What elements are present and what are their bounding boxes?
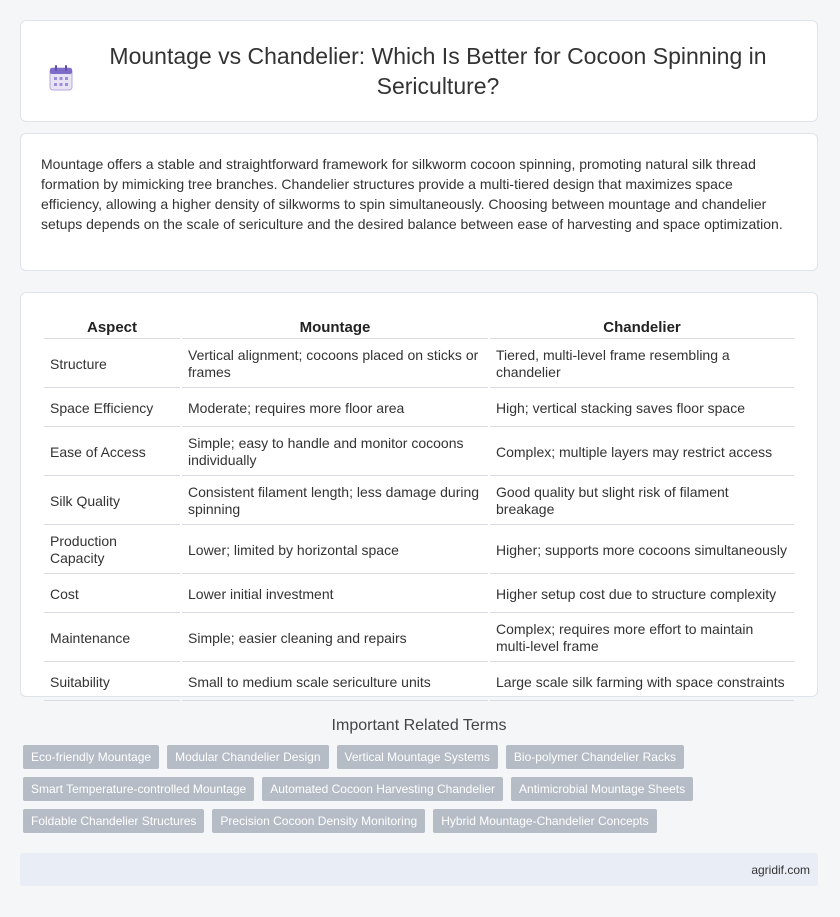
related-tag[interactable]: Vertical Mountage Systems bbox=[337, 745, 498, 769]
cell-mountage: Simple; easier cleaning and repairs bbox=[182, 615, 488, 662]
table-row bbox=[44, 429, 794, 476]
related-tag[interactable]: Antimicrobial Mountage Sheets bbox=[511, 777, 693, 801]
related-tag[interactable]: Foldable Chandelier Structures bbox=[23, 809, 204, 833]
related-tag[interactable]: Eco-friendly Mountage bbox=[23, 745, 159, 769]
table-row bbox=[44, 390, 794, 427]
cell-mountage: Consistent filament length; less damage during spinning bbox=[182, 478, 488, 525]
table-row bbox=[44, 576, 794, 613]
related-tag[interactable]: Precision Cocoon Density Monitoring bbox=[212, 809, 425, 833]
cell-mountage: Simple; easy to handle and monitor cocoons individually bbox=[182, 429, 488, 476]
cell-aspect: Structure bbox=[44, 341, 180, 388]
table-header-row bbox=[44, 315, 794, 339]
cell-chandelier: Tiered, multi-level frame resembling a chandelier bbox=[490, 341, 794, 388]
page-title: Mountage vs Chandelier: Which Is Better for Cocoon Spinning in Sericulture? bbox=[109, 43, 767, 99]
table-row bbox=[44, 341, 794, 388]
header-mountage: Mountage bbox=[182, 315, 488, 339]
cell-mountage: Moderate; requires more floor area bbox=[182, 390, 488, 427]
related-terms-title: Important Related Terms bbox=[331, 717, 507, 734]
cell-mountage: Lower initial investment bbox=[182, 576, 488, 613]
cell-chandelier: Higher; supports more cocoons simultaneously bbox=[490, 527, 794, 574]
cell-mountage: Small to medium scale sericulture units bbox=[182, 664, 488, 701]
table-row bbox=[44, 664, 794, 701]
cell-aspect: Cost bbox=[44, 576, 180, 613]
cell-chandelier: Higher setup cost due to structure complexity bbox=[490, 576, 794, 613]
cell-chandelier: Complex; requires more effort to maintain multi-level frame bbox=[490, 615, 794, 662]
footer bbox=[20, 853, 818, 886]
title-card bbox=[20, 20, 818, 122]
cell-mountage: Lower; limited by horizontal space bbox=[182, 527, 488, 574]
cell-aspect: Maintenance bbox=[44, 615, 180, 662]
table-row bbox=[44, 478, 794, 525]
header-aspect: Aspect bbox=[44, 315, 180, 339]
cell-chandelier: Complex; multiple layers may restrict access bbox=[490, 429, 794, 476]
cell-aspect: Silk Quality bbox=[44, 478, 180, 525]
cell-chandelier: High; vertical stacking saves floor space bbox=[490, 390, 794, 427]
related-tag[interactable]: Hybrid Mountage-Chandelier Concepts bbox=[433, 809, 656, 833]
header-chandelier: Chandelier bbox=[490, 315, 794, 339]
table-row bbox=[44, 527, 794, 574]
comparison-table bbox=[42, 313, 796, 703]
table-row bbox=[44, 615, 794, 662]
cell-aspect: Production Capacity bbox=[44, 527, 180, 574]
cell-aspect: Suitability bbox=[44, 664, 180, 701]
cell-aspect: Space Efficiency bbox=[44, 390, 180, 427]
cell-mountage: Vertical alignment; cocoons placed on sticks or frames bbox=[182, 341, 488, 388]
related-tag[interactable]: Smart Temperature-controlled Mountage bbox=[23, 777, 254, 801]
intro-card bbox=[20, 133, 818, 271]
calendar-icon bbox=[49, 65, 73, 91]
title-wrap bbox=[49, 41, 789, 101]
related-tag[interactable]: Automated Cocoon Harvesting Chandelier bbox=[262, 777, 503, 801]
related-tag[interactable]: Bio-polymer Chandelier Racks bbox=[506, 745, 684, 769]
cell-aspect: Ease of Access bbox=[44, 429, 180, 476]
related-tags bbox=[20, 745, 723, 833]
cell-chandelier: Good quality but slight risk of filament breakage bbox=[490, 478, 794, 525]
related-terms-section bbox=[20, 717, 818, 833]
related-tag[interactable]: Modular Chandelier Design bbox=[167, 745, 328, 769]
footer-site-link[interactable]: agridif.com bbox=[751, 863, 810, 877]
intro-paragraph: Mountage offers a stable and straightforward framework for silkworm cocoon spinning, promoting natural silk thread formation by mimicking tree branches. Chandelier structures provide a multi-tiered design that maximizes space efficiency, allowing a higher density of silkworms to spin simultaneously. Choosing between mountage and chandelier setups depends on the scale of sericulture and the desired balance between ease of harvesting and space optimization. bbox=[41, 156, 783, 232]
cell-chandelier: Large scale silk farming with space constraints bbox=[490, 664, 794, 701]
comparison-card bbox=[20, 292, 818, 697]
